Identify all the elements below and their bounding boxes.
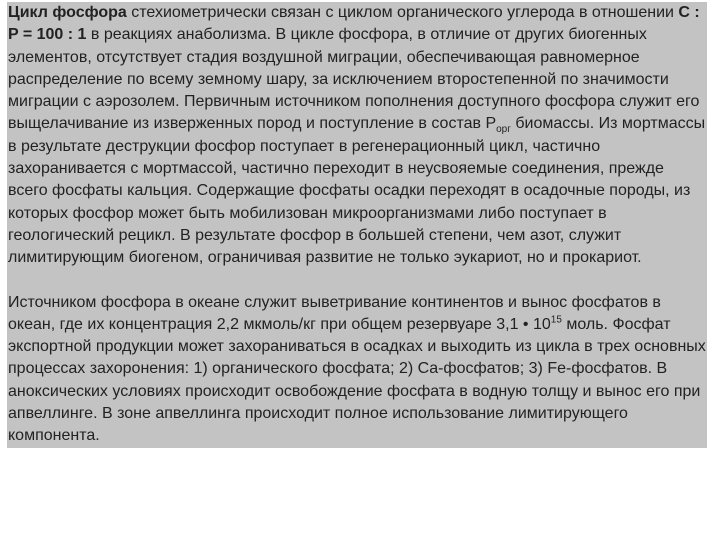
- paragraph2-text-1: Источником фосфора в океане служит выветривание континентов и вынос фосфатов в океан, где их концентрация 2,2 мкмоль/кг при общем резервуаре 3,1 • 10: [8, 293, 661, 333]
- paragraph2-text-2: моль. Фосфат экспортной продукции может захораниваться в осадках и выходить из цикла в трех основных процессах захоронения: 1) органического фосфата; 2) Ca-фосфатов; 3) Fe-фосфатов. В аноксических условиях происходит освобождение фосфата в водную толщу и вынос его при апвеллинге. В зоне апвеллинга происходит полное использование лимитирующего компонента.: [8, 315, 706, 445]
- text-body: [7, 2, 707, 448]
- paragraph1-text-2: в реакциях анаболизма. В цикле фосфора, в отличие от других биогенных элементов, отсутствует стадия воздушной миграции, обеспечивающая равномерное распределение по всему земному шару, за исключением второстепенной по значимости миграции с аэрозолем. Первичным источником пополнения доступного фосфора служит его выщелачивание из изверженных пород и поступление в состав P: [8, 26, 700, 133]
- paragraph1-text-3: биомассы. Из мортмассы в результате деструкции фосфор поступает в регенерационный цикл, частично захоранивается с мортмассой, частично переходит в неусвояемые соединения, прежде всего фосфаты кальция. Содержащие фосфаты осадки переходят в осадочные породы, из которых фосфор может быть мобилизован микроорганизмами либо поступает в геологический рецикл. В результате фосфор в большей степени, чем азот, служит лимитирующим биогеном, ограничивая развитие не только эукариот, но и прокариот.: [8, 115, 706, 267]
- subscript-org: орг: [496, 124, 511, 136]
- paragraph-phosphorus-cycle: [7, 2, 707, 270]
- paragraph-gap: [7, 270, 707, 292]
- superscript-exponent: 15: [550, 314, 562, 326]
- ratio-cp: C : P = 100 : 1: [8, 4, 700, 44]
- term-phosphorus-cycle: Цикл фосфора: [8, 4, 127, 21]
- paragraph-ocean-phosphorus: [7, 292, 707, 448]
- paragraph1-text-1: стехиометрически связан с циклом органического углерода в отношении: [126, 4, 679, 21]
